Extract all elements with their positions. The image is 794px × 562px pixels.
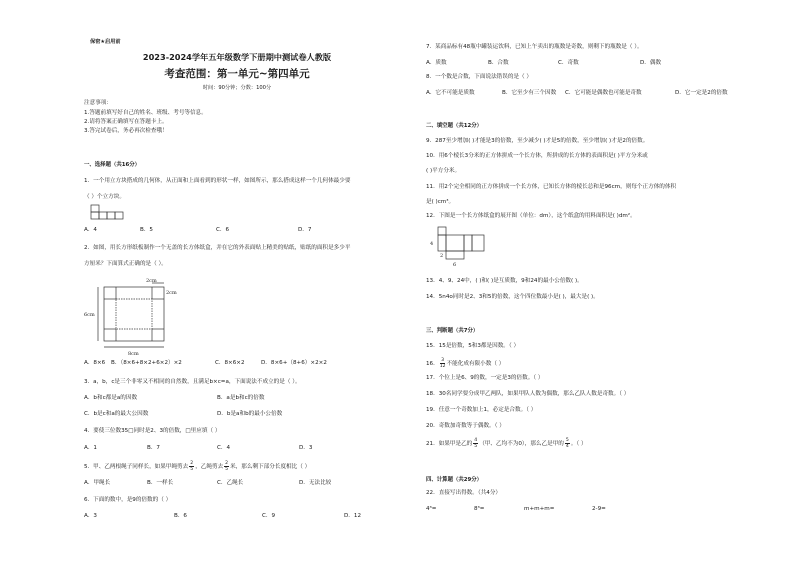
q8-option-c[interactable]: C．它可能是偶数也可能是奇数: [565, 90, 642, 96]
q4-options: [84, 444, 312, 452]
q5-option-a[interactable]: A．甲绳长: [84, 480, 111, 486]
q22: 22．直接写出得数。（共4分）: [426, 490, 502, 496]
q6-option-a[interactable]: A．3: [84, 513, 97, 519]
q1-option-c[interactable]: C．6: [216, 227, 230, 233]
time-score: 时间：90分钟；分数：100分: [202, 85, 272, 91]
q16: 16． $\frac{3}{12}$ 不能化成有限小数（ ）: [426, 358, 505, 369]
q6-option-d[interactable]: D．12: [344, 513, 362, 519]
q7-option-d[interactable]: D．偶数: [640, 60, 662, 66]
q5-fraction-1: $\frac{2}{5}$: [190, 461, 194, 472]
section-3-title: 三、判断题（共7分）: [426, 328, 479, 334]
exam-title: 2023-2024学年五年级数学下册期中测试卷人教版: [142, 52, 332, 62]
q5-option-d[interactable]: D．无法比较: [299, 480, 332, 486]
q18: 18．30名同学要分成甲乙两队，如果甲队人数为偶数，那么乙队人数是奇数。（ ）: [426, 391, 630, 397]
q2-options: [84, 359, 327, 367]
q8-option-d[interactable]: D．它一定是2的倍数: [675, 90, 728, 96]
q13: 13．4、9、24中，( )和( )是互质数，9和24的最小公倍数( )。: [426, 278, 583, 284]
q2-line1: 2．如图，用长方形纸板制作一个无盖的长方体纸盒，并在它的外表面贴上精美的贴纸，贴纸的面积是多少平: [84, 245, 351, 251]
exam-scope: 考查范围：第一单元~第四单元: [164, 68, 310, 80]
q2-fig-label-bottom: 8cm: [128, 351, 139, 357]
q7-option-a[interactable]: A．质数: [426, 60, 447, 66]
q1-line2: （ ）个立方块。: [84, 194, 125, 200]
calc-item-2: 8³=: [474, 506, 485, 512]
q2-option-d[interactable]: D．8×6+（8+6）×2×2: [261, 360, 327, 366]
q1-options: [84, 226, 311, 234]
q5-fraction-2: $\frac{2}{5}$: [225, 461, 229, 472]
note-1: 1.答题前填写好自己的姓名、班级、考号等信息。: [84, 110, 207, 116]
q12-fig-label-2: 2: [440, 253, 444, 259]
q9: 9．287至少增加( )才能是3的倍数，至少减少( )才是5的倍数，至少增加( )才是2的倍数。: [426, 138, 649, 144]
q14: 14．5n4o同时是2、3和5的倍数，这个四位数最小是( )，最大是( )。: [426, 294, 599, 300]
section-4-title: 四、计算题（共29分）: [426, 477, 483, 483]
q5-line1: [84, 461, 310, 472]
q17: 17．个位上是6、9的数，一定是3的倍数。（ ）: [426, 375, 544, 381]
q4-option-d[interactable]: D．3: [299, 445, 313, 451]
calc-item-1: 4³=: [426, 506, 437, 512]
q3-option-d[interactable]: D．b是a和b的最小公倍数: [217, 411, 283, 417]
q6-option-c[interactable]: C．9: [262, 513, 276, 519]
q6-options: [84, 512, 361, 520]
note-2: 2.请将答案正确填写在答题卡上。: [84, 119, 168, 125]
q10-line1: 10．用6个棱长3分米的正方体拼成一个长方体，所拼成的长方体的表面积是( )平方分米或: [426, 153, 648, 159]
q7-options: [426, 59, 661, 67]
q21-fraction-2: $\frac{5}{4}$: [565, 438, 569, 449]
notes-title: 注意事项：: [84, 100, 112, 106]
q4-line1: 4．要使三位数35□同时是2、3的倍数，□里应填（ ）: [84, 428, 221, 434]
section-1-title: 一、选择题（共16分）: [84, 162, 141, 168]
secret-label: 保密★启用前: [90, 39, 121, 45]
q2-option-a[interactable]: A．8×6: [84, 360, 106, 366]
q8-option-b[interactable]: B．它至少有三个因数: [502, 90, 557, 96]
q3-option-a[interactable]: A．b和c都是a的因数: [84, 395, 138, 401]
q12-fig-label-6: 6: [453, 262, 457, 268]
q11-line2: 是( )cm³。: [426, 199, 455, 205]
q4-option-c[interactable]: C．4: [217, 445, 231, 451]
q5-option-b[interactable]: B．一样长: [147, 480, 174, 486]
q2-option-c[interactable]: C．8×6×2: [215, 360, 245, 366]
q2-line2: 方厘米？下面算式正确的是（ ）。: [84, 261, 167, 267]
q5-option-c[interactable]: C．乙绳长: [217, 480, 244, 486]
q7-option-c[interactable]: C．奇数: [558, 60, 579, 66]
q19: 19．任意一个奇数加上1，必定是合数。（ ）: [426, 407, 537, 413]
q1-line1: 1．一个用立方块搭成的几何体，从正面和上面看到的形状一样，如图所示，那么搭成这样一个几何体最少要: [84, 178, 351, 184]
q2-fig-label-left: 6cm: [84, 312, 95, 318]
q6-option-b[interactable]: B．6: [174, 513, 187, 519]
q3-option-c[interactable]: C．b是c和a的最大公因数: [84, 411, 149, 417]
q5-text-1: 5．甲、乙两根绳子同样长，如果甲绳剪去: [84, 464, 189, 470]
q21: 21．如果甲是乙的 $\frac{4}{5}$ （甲、乙均不为0），那么乙是甲的 $\frac{5}{4}$ 。（ ）: [426, 438, 587, 449]
q21-fraction-1: $\frac{4}{5}$: [474, 438, 478, 449]
q8-option-a[interactable]: A．它不可能是质数: [426, 90, 475, 96]
q2-fig-label-top: 2cm: [146, 278, 157, 284]
calc-item-4: 2-9=: [592, 506, 606, 512]
calc-item-3: m+m+m=: [524, 506, 555, 512]
q3-options-row1: [84, 394, 264, 402]
q2-fig-label-right: 2cm: [166, 290, 177, 296]
q8-line1: 8．一个数是合数，下面说法错误的是（ ）: [426, 74, 533, 80]
q1-cube-figure: [90, 204, 130, 220]
q1-option-d[interactable]: D．7: [298, 227, 312, 233]
q16-fraction: $\frac{3}{12}$: [439, 358, 446, 369]
q11-line1: 11．用2个完全相同的正方体拼成一个长方体，已知长方体的棱长总和是96cm，则每个正方体的体积: [426, 184, 677, 190]
q5-options: [84, 479, 331, 487]
q7-line1: 7．某商品标有48瓶中罐装运饮料，已知上午卖出的瓶数是奇数，则剩下的瓶数是（ ）。: [426, 44, 643, 50]
q4-option-a[interactable]: A．1: [84, 445, 97, 451]
q8-options: [426, 89, 728, 97]
q3-options-row2: [84, 410, 282, 418]
q5-text-2: ，乙绳剪去: [195, 464, 224, 470]
q12-fig-label-4: 4: [430, 241, 434, 247]
q20: 20．奇数加奇数等于偶数。（ ）: [426, 423, 505, 429]
q3-line1: 3．a，b，c是三个非零又不相同的自然数，且满足b×c=a，下面说法不成立的是（ ）。: [84, 379, 301, 385]
q2-option-b[interactable]: B．（8×6+8×2+6×2）×2: [111, 360, 182, 366]
q5-text-3: 米，那么剩下部分长度相比（ ）: [230, 464, 311, 470]
q2-cardboard-figure: [84, 277, 177, 363]
note-3: 3.答完试卷后，务必再次检查哦！: [84, 128, 168, 134]
q1-option-a[interactable]: A．4: [84, 227, 97, 233]
q22-items: [426, 505, 606, 513]
q3-option-b[interactable]: B．a是b和c的倍数: [217, 395, 265, 401]
q10-line2: ( )平方分米。: [426, 168, 461, 174]
q15: 15．15是倍数，5和3都是因数。（ ）: [426, 343, 520, 349]
q12: 12．下图是一个长方体纸盒的展开图（单位：dm），这个纸盒的用料面积是( )dm²。: [426, 213, 636, 219]
q4-option-b[interactable]: B．7: [147, 445, 160, 451]
q7-option-b[interactable]: B．合数: [488, 60, 509, 66]
q1-option-b[interactable]: B．5: [140, 227, 153, 233]
section-2-title: 二、填空题（共12分）: [426, 123, 483, 129]
q12-net-figure: [428, 225, 488, 269]
q6-line1: 6．下面的数中，是9的倍数的（ ）: [84, 497, 172, 503]
